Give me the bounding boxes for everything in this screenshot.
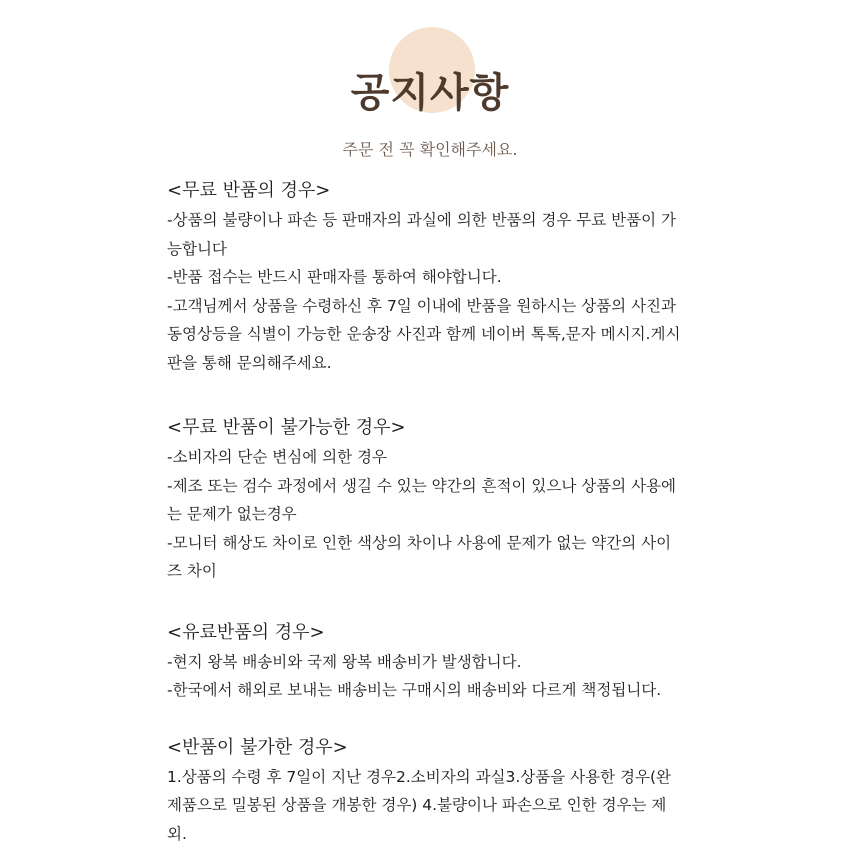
section-heading: <무료 반품이 불가능한 경우> (167, 417, 406, 438)
notice-line: 즈 차이 (167, 562, 217, 580)
notice-content (167, 176, 727, 848)
notice-line: 제품으로 밀봉된 상품을 개봉한 경우) 4.불량이나 파손으로 인한 경우는 제 (167, 796, 667, 814)
notice-line: -제조 또는 검수 과정에서 생길 수 있는 약간의 흔적이 있으나 상품의 사용에 (167, 476, 676, 495)
notice-line: 판을 통해 문의해주세요. (167, 353, 332, 372)
notice-line: 외. (167, 824, 187, 843)
notice-line: 동영상등을 식별이 가능한 운송장 사진과 함께 네이버 톡톡,문자 메시지.게시 (167, 325, 681, 343)
notice-line: 1.상품의 수령 후 7일이 지난 경우2.소비자의 과실3.상품을 사용한 경우(완 (167, 767, 671, 786)
section-heading: <유료반품의 경우> (167, 621, 325, 643)
page-title: 공지사항 (350, 70, 510, 116)
section-heading: <무료 반품의 경우> (167, 180, 331, 201)
section-heading: <반품이 불가한 경우> (167, 736, 348, 758)
section-paid-return (167, 618, 727, 705)
notice-line: -모니터 해상도 차이로 인한 색상의 차이나 사용에 문제가 없는 약간의 사이 (167, 533, 672, 552)
section-return-not-allowed (167, 733, 727, 849)
notice-line: -한국에서 해외로 보내는 배송비는 구매시의 배송비와 다르게 책정됩니다. (167, 681, 662, 699)
section-free-return (167, 176, 727, 377)
notice-line: 능합니다 (167, 239, 227, 258)
page-subtitle: 주문 전 꼭 확인해주세요. (342, 140, 518, 159)
notice-line: -소비자의 단순 변심에 의한 경우 (167, 448, 387, 466)
notice-line: 는 문제가 없는경우 (167, 505, 297, 523)
notice-line: -현지 왕복 배송비와 국제 왕복 배송비가 발생합니다. (167, 652, 522, 671)
notice-line: -상품의 불량이나 파손 등 판매자의 과실에 의한 반품의 경우 무료 반품이 가 (167, 211, 676, 229)
notice-line: -고객님께서 상품을 수령하신 후 7일 이내에 반품을 원하시는 상품의 사진과 (167, 296, 676, 315)
notice-line: -반품 접수는 반드시 판매자를 통하여 해야합니다. (167, 268, 502, 286)
section-free-return-not-allowed (167, 413, 727, 586)
